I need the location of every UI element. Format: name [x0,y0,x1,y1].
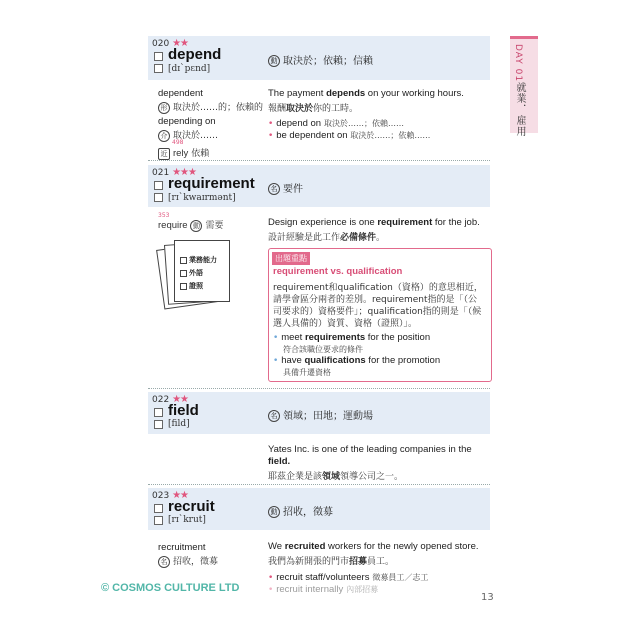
example-sentence: We recruited workers for the newly opened store. [268,541,479,552]
divider [148,388,490,389]
checklist-item: 外語 [180,268,203,278]
definition: 名 要件 [268,180,303,195]
example-sentence: Yates Inc. is one of the leading companies in the [268,444,472,455]
definition: 動 取決於；依賴；信賴 [268,52,373,67]
checklist-item: 業務能力 [180,255,217,265]
entry-number: 022 [152,395,170,405]
star-rating: ★★ [172,394,188,405]
star-rating: ★★★ [172,167,196,178]
side-day-label: DAY 01 [513,44,523,83]
example-translation: 報酬取決於你的工時。 [268,104,359,114]
checkbox-1[interactable] [154,504,163,513]
pronunciation: [rɪˋkwaɪrmənt] [168,193,236,203]
checkbox-1[interactable] [154,408,163,417]
entry-header-022 [148,392,490,434]
pos-icon: 名 [268,410,280,422]
exam-point-tag: 出題重點 [272,252,310,265]
checklist-item: 證照 [180,281,203,291]
derivative-def: 形 取決於……的；依賴的 [158,100,263,114]
headword: requirement [168,175,255,192]
entry-header-023 [148,488,490,530]
star-rating: ★★ [172,490,188,501]
derivative-word: depending on [158,116,216,127]
definition: 名 領域；田地；運動場 [268,407,373,422]
derivative-def: 近 rely 依賴 [158,146,209,160]
checkbox-1[interactable] [154,181,163,190]
page-number: 13 [481,592,494,603]
checkbox-2[interactable] [154,64,163,73]
exam-point-body: 請學會區分兩者的差別。requirement指的是「（公 [273,295,478,305]
phrase-item: • recruit staff/volunteers 徵募員工／志工 [268,572,429,583]
watermark: © COSMOS CULTURE LTD [101,582,240,594]
derivative-def: require 動 需要 [158,220,224,231]
phrase-item: • depend on 取決於……；依賴…… [268,118,404,129]
pos-icon: 動 [268,506,280,518]
derivative-word: dependent [158,88,203,99]
example-sentence: The payment depends on your working hours. [268,88,464,99]
entry-number: 021 [152,168,170,178]
headword: depend [168,46,222,63]
entry-number: 023 [152,491,170,501]
pronunciation: [rɪˋkrut] [168,515,206,525]
pos-icon: 動 [268,55,280,67]
checkbox-2[interactable] [154,420,163,429]
exam-point-item: • have qualifications for the promotion [273,355,441,366]
exam-point-item: • meet requirements for the position [273,332,431,343]
headword: field [168,402,199,419]
example-sentence: Design experience is one requirement for the job. [268,217,480,228]
derivative-def: 名 招收，徵募 [158,554,218,568]
checkbox-2[interactable] [154,516,163,525]
example-translation: 耶茲企業是該領域領導公司之一。 [268,472,404,482]
pronunciation: [dɪˋpɛnd] [168,64,211,74]
exam-point-title: requirement vs. qualification [273,266,403,277]
entry-header-020 [148,36,490,80]
pronunciation: [fild] [168,419,190,429]
derivative-word: recruitment [158,542,206,553]
divider [148,160,490,161]
side-topic-label: 就業．雇用 [514,82,525,137]
checkbox-1[interactable] [154,52,163,61]
example-translation: 設計經驗是此工作必備條件。 [268,233,386,243]
exam-point-body: 司要求的）資格要件」；qualification指的則是「（候 [273,307,482,317]
pos-icon: 名 [268,183,280,195]
phrase-item: • be dependent on 取決於……；依賴…… [268,130,431,141]
example-sentence-cont: field. [268,456,291,467]
entry-header-021 [148,165,490,207]
checkbox-2[interactable] [154,193,163,202]
divider [148,484,490,485]
headword: recruit [168,498,215,515]
exam-point-body: 選人具備的）資質、資格（證照）」。 [273,319,418,329]
star-rating: ★★ [172,38,188,49]
derivative-def: 介 取決於…… [158,128,218,142]
phrase-item: • recruit internally 內部招募 [268,584,379,595]
cross-ref-number: 498 [172,139,184,146]
exam-point-item-zh: 符合該職位要求的條件 [283,345,363,354]
definition: 動 招收，徵募 [268,503,333,518]
exam-point-body: requirement和qualification（資格）的意思相近， [273,283,483,293]
entry-number: 020 [152,39,170,49]
exam-point-item-zh: 具備升遷資格 [283,368,331,377]
cross-ref-number: 353 [158,212,170,219]
example-translation: 我們為新開張的門市招募員工。 [268,557,395,567]
